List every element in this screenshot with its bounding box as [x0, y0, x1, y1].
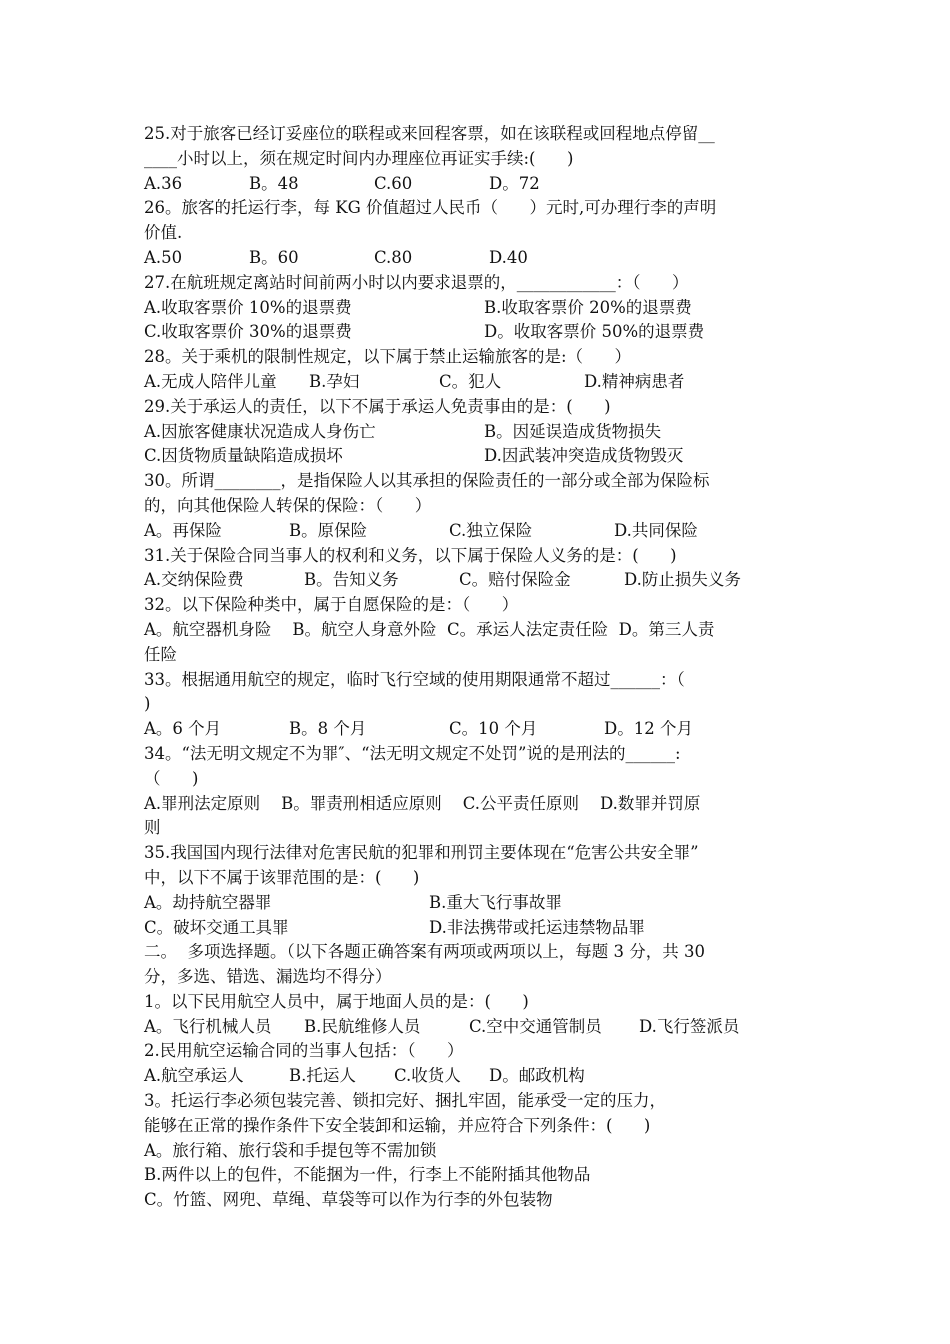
q26-option-a: A.50: [144, 247, 183, 267]
q26-option-c: C.80: [374, 247, 413, 267]
q28-option-b: B.孕妇: [309, 371, 360, 391]
q28-options: [144, 370, 814, 395]
q29-option-d: D.因武装冲突造成货物毁灭: [484, 446, 684, 466]
q28-option-d: D.精神病患者: [584, 371, 685, 391]
q34-options-line: A.罪刑法定原则 B。罪责刑相适应原则 C.公平责任原则 D.数罪并罚原: [144, 793, 701, 813]
q35-option-c: C。破坏交通工具罪: [144, 917, 289, 937]
q25-option-a: A.36: [144, 173, 183, 193]
q26-option-b: B。60: [249, 247, 299, 267]
q34-stem-line1: 34。“法无明文规定不为罪″、“法无明文规定不处罚”说的是刑法的______:: [144, 743, 681, 763]
m1-option-d: D.飞行签派员: [639, 1016, 740, 1036]
q30-option-a: A。再保险: [144, 520, 222, 540]
q35-options-ab: [144, 891, 814, 916]
q32-stem-line1: 32。以下保险种类中，属于自愿保险的是：（ ）: [144, 595, 519, 615]
q35-stem-line2: 中，以下不属于该罪范围的是：( ): [144, 867, 420, 887]
q29-options-cd: [144, 444, 814, 469]
q30-stem-line1: 30。所谓________，是指保险人以其承担的保险责任的一部分或全部为保险标: [144, 471, 710, 491]
q25-stem-line1: 25.对于旅客已经订妥座位的联程或来回程客票，如在该联程或回程地点停留__: [144, 124, 715, 143]
q31-options: [144, 568, 814, 593]
q30-option-b: B。原保险: [289, 520, 368, 540]
m2-option-c: C.收货人: [394, 1066, 461, 1086]
m1-options: [144, 1015, 814, 1040]
q31-option-c: C。赔付保险金: [459, 570, 571, 590]
q34-stem-line2: （ ): [144, 768, 199, 788]
m3-option-b: B.两件以上的包件，不能捆为一件，行李上不能附插其他物品: [144, 1165, 591, 1185]
q34-options-line2: 则: [144, 818, 161, 838]
m2-option-d: D。邮政机构: [489, 1066, 585, 1086]
q31-option-d: D.防止损失义务: [624, 570, 741, 590]
m3-option-c: C。竹篮、网兜、草绳、草袋等可以作为行李的外包装物: [144, 1190, 553, 1210]
q27-options-cd: [144, 320, 814, 345]
q30-option-c: C.独立保险: [449, 520, 533, 540]
q31-option-b: B。告知义务: [304, 570, 399, 590]
m3-stem-line2: 能够在正常的操作条件下安全装卸和运输，并应符合下列条件：( ): [144, 1115, 651, 1135]
q25-options: [144, 172, 814, 197]
section2-heading-line1: 二。 多项选择题。（以下各题正确答案有两项或两项以上，每题 3 分，共 30: [144, 942, 705, 962]
q32-options-line2: 任险: [144, 644, 177, 664]
q27-options-ab: [144, 296, 814, 321]
q25-option-c: C.60: [374, 173, 413, 193]
q29-option-b: B。因延误造成货物损失: [484, 421, 662, 441]
q29-options-ab: [144, 420, 814, 445]
m2-stem-line1: 2.民用航空运输合同的当事人包括：（ ）: [144, 1041, 464, 1061]
q33-option-a: A。6 个月: [144, 719, 222, 739]
q35-option-a: A。劫持航空器罪: [144, 892, 272, 912]
m1-option-a: A。飞行机械人员: [144, 1016, 272, 1036]
q33-options: [144, 717, 814, 742]
q33-option-d: D。12 个月: [604, 719, 693, 739]
q28-option-c: C。犯人: [439, 371, 502, 391]
q27-option-a: A.收取客票价 10%的退票费: [144, 297, 352, 317]
q29-option-c: C.因货物质量缺陷造成损坏: [144, 446, 343, 466]
q31-option-a: A.交纳保险费: [144, 570, 244, 590]
q26-option-d: D.40: [489, 247, 528, 267]
q28-option-a: A.无成人陪伴儿童: [144, 371, 277, 391]
q33-stem-line2: ): [144, 694, 151, 714]
q28-stem-line1: 28。关于乘机的限制性规定，以下属于禁止运输旅客的是:（ ）: [144, 347, 632, 367]
q33-option-c: C。10 个月: [449, 719, 538, 739]
m1-option-b: B.民航维修人员: [304, 1016, 421, 1036]
q27-option-d: D。收取客票价 50%的退票费: [484, 322, 705, 342]
q27-option-b: B.收取客票价 20%的退票费: [484, 297, 692, 317]
q25-option-d: D。72: [489, 173, 540, 193]
m2-option-b: B.托运人: [289, 1066, 356, 1086]
section2-heading-line2: 分，多选、错选、漏选均不得分）: [144, 967, 392, 987]
q26-stem-line2: 价值.: [144, 223, 183, 243]
q29-option-a: A.因旅客健康状况造成人身伤亡: [144, 421, 376, 441]
m3-stem-line1: 3。托运行李必须包装完善、锁扣完好、捆扎牢固，能承受一定的压力，: [144, 1091, 666, 1111]
m2-option-a: A.航空承运人: [144, 1066, 244, 1086]
q30-stem-line2: 的，向其他保险人转保的保险：（ ）: [144, 495, 432, 515]
q30-options: [144, 519, 814, 544]
q33-option-b: B。8 个月: [289, 719, 367, 739]
q25-option-b: B。48: [249, 173, 299, 193]
q35-options-cd: [144, 916, 814, 941]
q29-stem-line1: 29.关于承运人的责任，以下不属于承运人免责事由的是：( ): [144, 396, 611, 416]
m3-option-a: A。旅行箱、旅行袋和手提包等不需加锁: [144, 1140, 437, 1160]
m1-option-c: C.空中交通管制员: [469, 1016, 602, 1036]
q25-stem-line2: ____小时以上，须在规定时间内办理座位再证实手续:( ): [144, 148, 574, 168]
exam-page: [144, 122, 814, 1213]
q35-option-d: D.非法携带或托运违禁物品罪: [429, 917, 645, 937]
q26-stem-line1: 26。旅客的托运行李，每 KG 价值超过人民币（ ）元时,可办理行李的声明: [144, 198, 717, 218]
q31-stem-line1: 31.关于保险合同当事人的权利和义务，以下属于保险人义务的是：( ): [144, 545, 677, 565]
q35-stem-line1: 35.我国国内现行法律对危害民航的犯罪和刑罚主要体现在“危害公共安全罪”: [144, 843, 699, 863]
q35-option-b: B.重大飞行事故罪: [429, 892, 562, 912]
q27-stem-line1: 27.在航班规定离站时间前两小时以内要求退票的，____________：（ ）: [144, 272, 689, 292]
q27-option-c: C.收取客票价 30%的退票费: [144, 322, 352, 342]
q33-stem-line1: 33。根据通用航空的规定，临时飞行空域的使用期限通常不超过______：（: [144, 669, 685, 689]
q26-options: [144, 246, 814, 271]
q30-option-d: D.共同保险: [614, 520, 698, 540]
m2-options: [144, 1064, 814, 1089]
q32-options-line: A。航空器机身险 B。航空人身意外险 C。承运人法定责任险 D。第三人责: [144, 619, 715, 639]
m1-stem-line1: 1。以下民用航空人员中，属于地面人员的是：( ): [144, 991, 529, 1011]
